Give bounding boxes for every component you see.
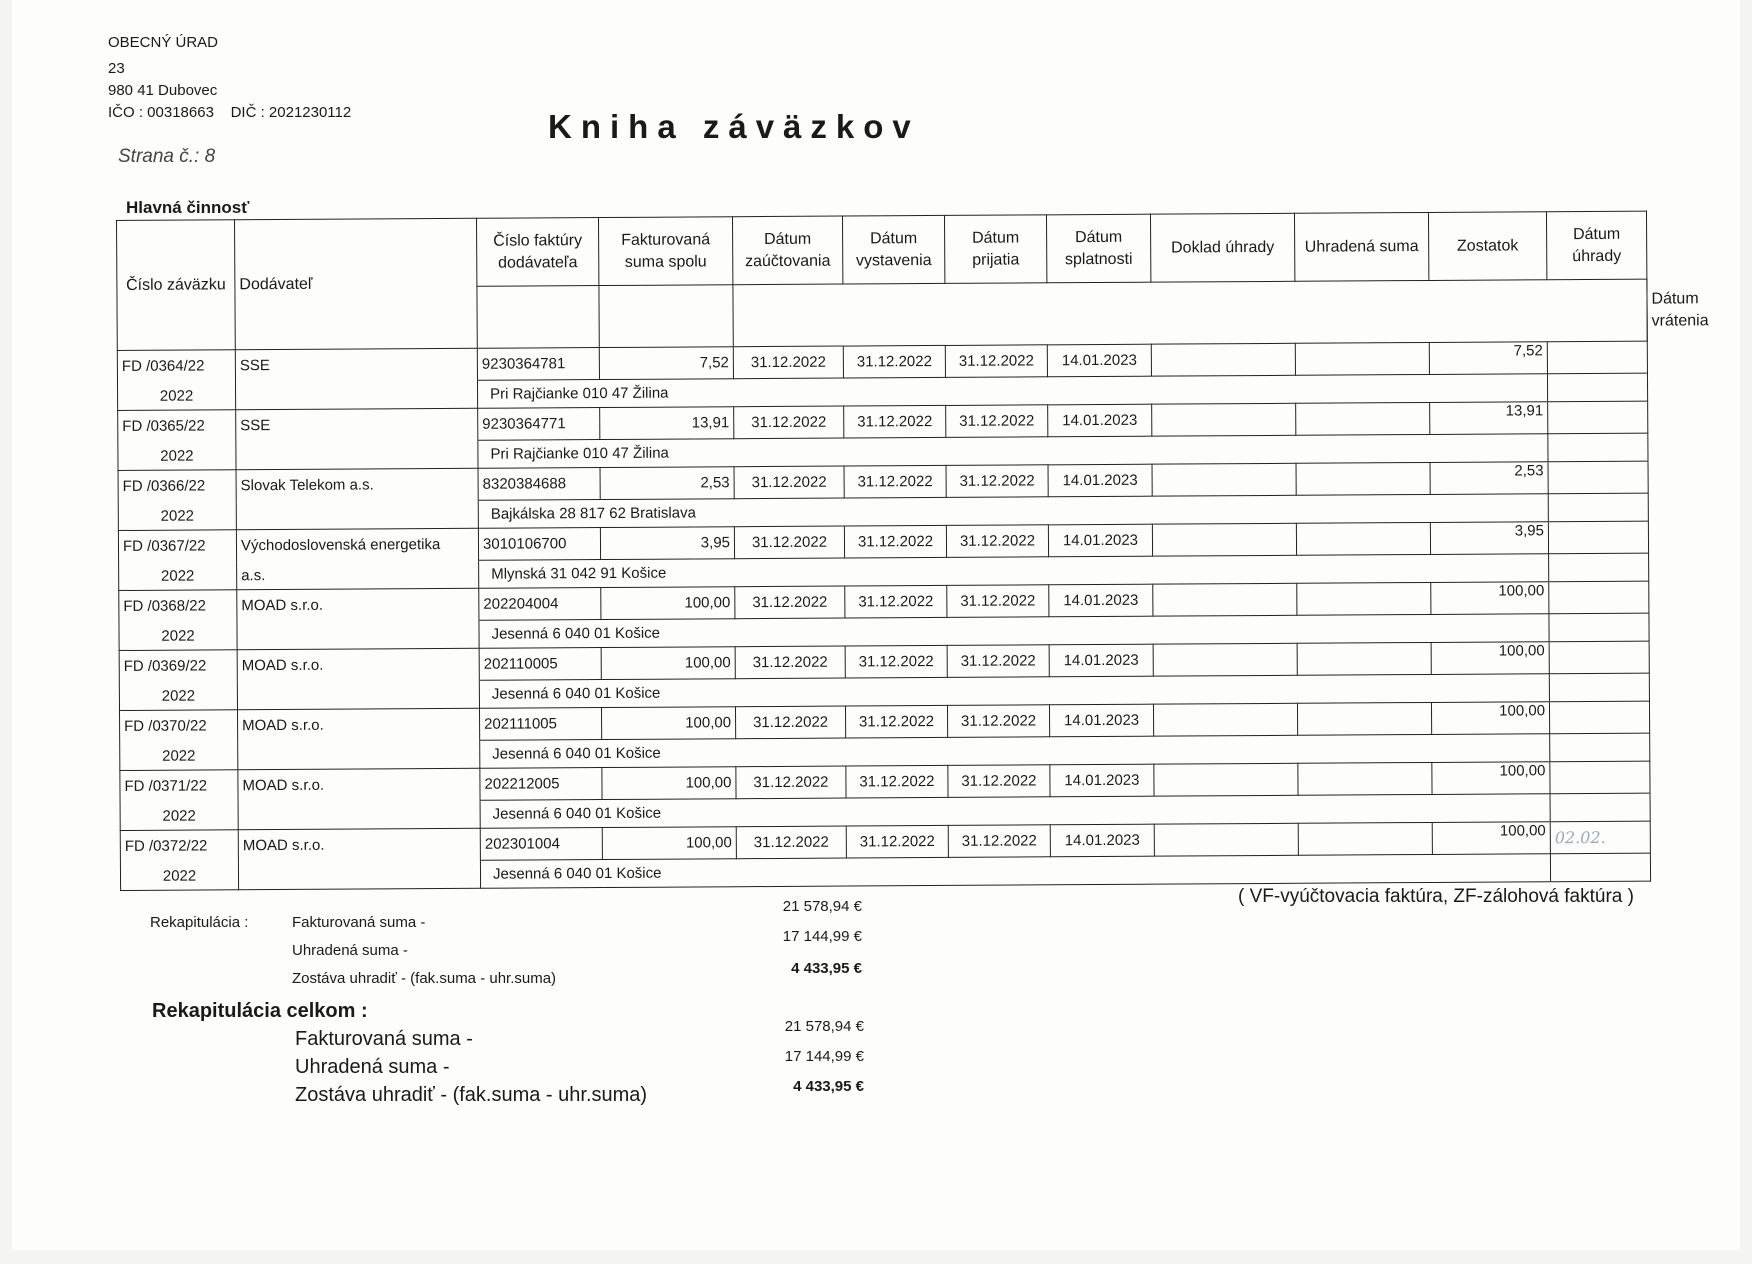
balance: 100,00 [1431,702,1549,735]
payment-document [1153,643,1297,676]
date-issue: 31.12.2022 [845,585,947,618]
invoice-number: 202301004 [480,828,602,861]
date-received: 31.12.2022 [947,645,1049,678]
payment-document [1152,523,1296,556]
supplier-address: Jesenná 6 040 01 Košice [480,734,1550,769]
liability-year: 2022 [119,622,237,651]
date-received: 31.12.2022 [946,465,1048,498]
invoice-number: 202204004 [479,588,601,621]
recap-total-fakt-label: Fakturovaná suma - [295,1028,473,1050]
date-due: 14.01.2023 [1049,704,1153,737]
supplier-name: MOAD s.r.o. [237,648,479,681]
balance: 2,53 [1430,462,1548,495]
supplier-address: Pri Rajčianke 010 47 Žilina [478,434,1548,469]
balance: 13,91 [1430,402,1548,435]
invoiced-amount: 13,91 [600,407,734,440]
recap-zost-value: 4 433,95 € [791,960,862,977]
payment-document [1152,463,1296,496]
supplier-name-cont [238,800,480,829]
liability-year: 2022 [120,862,238,891]
recap-total-fakt-value: 21 578,94 € [784,1018,864,1035]
supplier-address: Jesenná 6 040 01 Košice [479,614,1549,649]
date-issue: 31.12.2022 [843,345,945,378]
return-date [1549,553,1649,582]
paid-amount [1297,702,1431,735]
recap-total-zost-value: 4 433,95 € [793,1078,864,1095]
liability-number: FD /0368/22 [119,590,237,623]
paid-amount [1298,822,1432,855]
date-issue: 31.12.2022 [846,825,948,858]
balance: 3,95 [1430,522,1548,555]
invoiced-amount: 2,53 [600,467,734,500]
supplier-name-cont [235,380,477,409]
payment-document [1153,703,1297,736]
col-datum-prijatia: Dátum prijatia [944,215,1046,284]
date-received: 31.12.2022 [948,825,1050,858]
liability-year: 2022 [117,382,235,411]
liability-number: FD /0367/22 [118,530,236,563]
date-received: 31.12.2022 [947,705,1049,738]
col-zostatok: Zostatok [1428,212,1546,281]
return-date [1549,673,1649,702]
recap-uhr-value: 17 144,99 € [782,928,862,945]
date-due: 14.01.2023 [1050,824,1154,857]
supplier-name: MOAD s.r.o. [237,708,479,741]
return-date [1547,373,1647,402]
liability-year: 2022 [119,682,237,711]
return-date [1549,613,1649,642]
supplier-address: Bajkálska 28 817 62 Bratislava [478,494,1548,529]
supplier-name-cont [237,680,479,709]
return-date [1548,433,1648,462]
date-received: 31.12.2022 [945,345,1047,378]
invoiced-amount: 3,95 [600,527,734,560]
supplier-name-cont: a.s. [237,560,479,589]
col-uhradena-suma: Uhradená suma [1294,212,1428,281]
date-posting: 31.12.2022 [735,586,845,619]
liability-number: FD /0366/22 [118,470,236,503]
payment-date: 02.02. [1550,821,1650,854]
liability-year: 2022 [120,802,238,831]
payment-date [1550,761,1650,794]
invoice-number: 202110005 [479,648,601,681]
liability-number: FD /0370/22 [119,710,237,743]
col-fakturovana-suma: Fakturovaná suma spolu [598,217,732,286]
supplier-name-cont [237,620,479,649]
col-datum-vystavenia: Dátum vystavenia [842,215,944,284]
return-date [1548,493,1648,522]
supplier-address: Mlynská 31 042 91 Košice [479,554,1549,589]
supplier-name: MOAD s.r.o. [238,828,480,861]
invoiced-amount: 100,00 [601,587,735,620]
date-due: 14.01.2023 [1048,404,1152,437]
liability-number: FD /0365/22 [118,410,236,443]
col-cislo-faktury: Číslo faktúry dodávateľa [476,218,598,287]
invoice-number: 8320384688 [478,468,600,501]
balance: 100,00 [1431,642,1549,675]
invoice-number: 202212005 [480,768,602,801]
paid-amount [1296,402,1430,435]
page-number: Strana č.: 8 [118,146,216,167]
org-city: 980 41 Dubovec [108,82,218,99]
page-title: Kniha záväzkov [548,108,920,145]
date-issue: 31.12.2022 [844,465,946,498]
liability-year: 2022 [119,562,237,591]
date-posting: 31.12.2022 [736,766,846,799]
return-date [1550,793,1650,822]
payment-date [1548,401,1648,434]
date-issue: 31.12.2022 [845,705,947,738]
balance: 100,00 [1432,822,1550,855]
date-due: 14.01.2023 [1048,464,1152,497]
invoice-number: 9230364771 [478,408,600,441]
date-issue: 31.12.2022 [845,645,947,678]
supplier-name: MOAD s.r.o. [237,588,479,621]
date-due: 14.01.2023 [1049,644,1153,677]
invoice-number: 3010106700 [478,528,600,561]
date-posting: 31.12.2022 [734,466,844,499]
org-street: 23 [108,60,125,77]
org-ico-dic: IČO : 00318663 DIČ : 2021230112 [108,104,352,121]
recap-total-label: Rekapitulácia celkom : [152,1000,368,1022]
payment-document [1154,763,1298,796]
supplier-name: SSE [236,408,478,441]
supplier-address: Jesenná 6 040 01 Košice [480,794,1550,829]
liability-number: FD /0364/22 [117,350,235,383]
payment-document [1153,583,1297,616]
date-posting: 31.12.2022 [735,646,845,679]
paid-amount [1297,582,1431,615]
date-received: 31.12.2022 [946,405,1048,438]
recap-fakt-label: Fakturovaná suma - [292,914,426,931]
payment-date [1549,701,1649,734]
invoice-number: 9230364781 [477,348,599,381]
col-doklad-uhrady: Doklad úhrady [1150,213,1294,282]
section-title: Hlavná činnosť [126,198,250,217]
date-due: 14.01.2023 [1047,344,1151,377]
supplier-name: Východoslovenská energetika [236,528,478,561]
org-name: OBECNÝ ÚRAD [108,34,219,51]
balance: 100,00 [1431,582,1549,615]
invoice-number: 202111005 [479,708,601,741]
supplier-address: Pri Rajčianke 010 47 Žilina [477,374,1547,409]
supplier-name: MOAD s.r.o. [238,768,480,801]
date-posting: 31.12.2022 [734,406,844,439]
invoiced-amount: 100,00 [601,647,735,680]
invoiced-amount: 7,52 [599,347,733,380]
return-date [1550,733,1650,762]
balance: 100,00 [1432,762,1550,795]
invoiced-amount: 100,00 [602,827,736,860]
payment-date [1547,341,1647,374]
date-issue: 31.12.2022 [844,405,946,438]
paid-amount [1297,642,1431,675]
paid-amount [1298,762,1432,795]
org-header [108,32,351,124]
date-posting: 31.12.2022 [736,826,846,859]
liability-number: FD /0371/22 [120,770,238,803]
supplier-name: Slovak Telekom a.s. [236,468,478,501]
paid-amount [1295,342,1429,375]
col-datum-zauctovania: Dátum zaúčtovania [732,216,842,285]
liability-year: 2022 [118,502,236,531]
supplier-address: Jesenná 6 040 01 Košice [480,854,1550,889]
date-due: 14.01.2023 [1048,524,1152,557]
recap-label: Rekapitulácia : [150,914,249,931]
supplier-name-cont [238,860,480,889]
recap-total-zost-label: Zostáva uhradiť - (fak.suma - uhr.suma) [295,1084,648,1106]
invoiced-amount: 100,00 [602,767,736,800]
recap-uhr-label: Uhradená suma - [292,942,408,959]
supplier-name-cont [236,500,478,529]
recap-total-uhr-value: 17 144,99 € [784,1048,864,1065]
recap-total-uhr-label: Uhradená suma - [295,1056,450,1078]
payment-document [1151,343,1295,376]
date-posting: 31.12.2022 [734,526,844,559]
supplier-name-cont [236,440,478,469]
date-issue: 31.12.2022 [844,525,946,558]
recap-zost-label: Zostáva uhradiť - (fak.suma - uhr.suma) [292,970,557,987]
invoice-type-legend: ( VF-vyúčtovacia faktúra, ZF-zálohová faktúra ) [1238,886,1634,907]
date-due: 14.01.2023 [1050,764,1154,797]
col-datum-uhrady: Dátum úhrady [1546,211,1646,280]
date-received: 31.12.2022 [947,585,1049,618]
liability-year: 2022 [120,742,238,771]
supplier-name: SSE [235,348,477,381]
date-due: 14.01.2023 [1049,584,1153,617]
liabilities-table [116,211,1651,891]
liability-number: FD /0369/22 [119,650,237,683]
date-issue: 31.12.2022 [846,765,948,798]
col-datum-splatnosti: Dátum splatnosti [1046,214,1150,283]
return-date [1550,853,1650,882]
recap-fakt-value: 21 578,94 € [782,898,862,915]
payment-date [1548,521,1648,554]
supplier-name-cont [238,740,480,769]
invoiced-amount: 100,00 [601,707,735,740]
date-received: 31.12.2022 [946,525,1048,558]
payment-date [1549,641,1649,674]
liability-number: FD /0372/22 [120,830,238,863]
col-dodavatel: Dodávateľ [235,218,478,349]
date-posting: 31.12.2022 [735,706,845,739]
balance: 7,52 [1429,342,1547,375]
date-posting: 31.12.2022 [733,346,843,379]
paid-amount [1296,522,1430,555]
payment-date [1548,461,1648,494]
payment-document [1154,823,1298,856]
liability-year: 2022 [118,442,236,471]
supplier-address: Jesenná 6 040 01 Košice [479,674,1549,709]
payment-document [1152,403,1296,436]
col-cislo-zavazku: Číslo záväzku [117,220,236,351]
date-received: 31.12.2022 [948,765,1050,798]
payment-date [1549,581,1649,614]
paid-amount [1296,462,1430,495]
